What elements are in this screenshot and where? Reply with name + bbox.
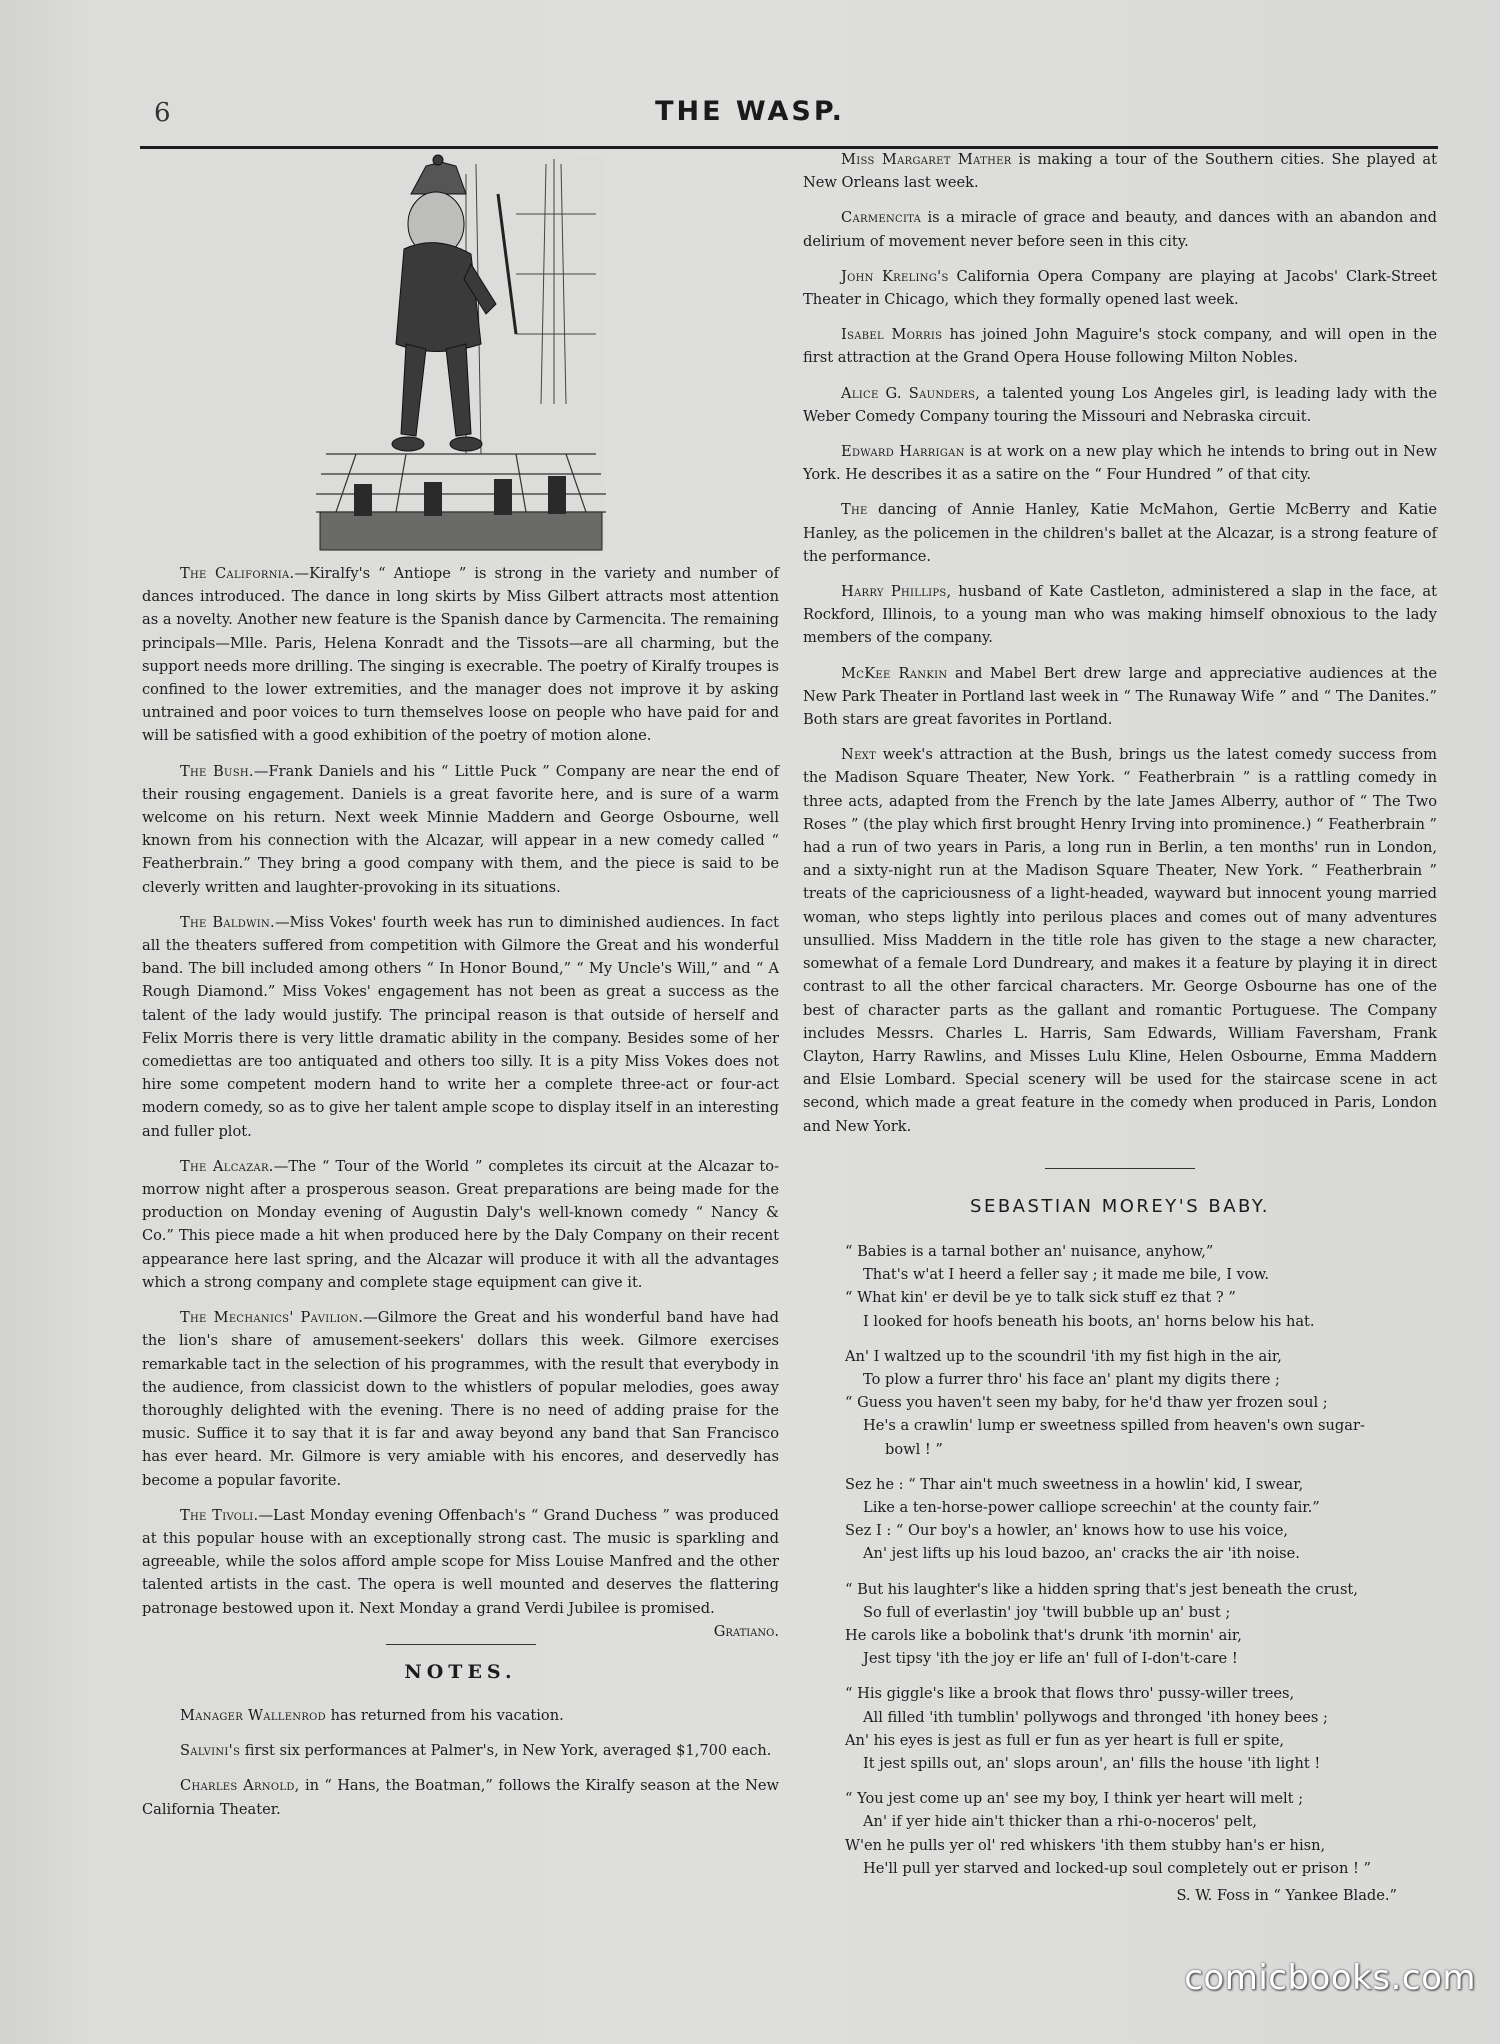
review-california: The California.—Kiralfy's “ Antiope ” is strong in the variety and number of dances introduced. The dance in long skirts by Miss Gilbert attracts most attention as a novelty. Another new feature is the Spanish dance by Carmencita. The remaining principals—Mlle. Paris, Helena Konradt and the Tissots—are all charming, but the support needs more drilling. The singing is execrable. The poetry of Kiralfy troupes is confined to the lower extremities, and the manager does not improve it by asking untrained and poor voices to turn themselves loose on people who have paid for and will be satisfied with a good exhibition of the poetry of motion alone.	[142, 565, 779, 745]
note-salvini: Salvini's first six performances at Palmer's, in New York, averaged $1,700 each.	[180, 1742, 772, 1760]
poem-line: “ But his laughter's like a hidden spring that's jest beneath the crust,	[845, 1580, 1358, 1598]
masthead-title: THE WASP.	[655, 96, 845, 127]
poem-line: “ Babies is a tarnal bother an' nuisance, anyhow,”	[845, 1242, 1214, 1260]
poem-line: Sez I : “ Our boy's a howler, an' knows how to use his voice,	[845, 1522, 1288, 1540]
note-saunders: Alice G. Saunders, a talented young Los Angeles girl, is leading lady with the Weber Comedy Company touring the Missouri and Nebraska circuit.	[803, 384, 1437, 425]
note-kreling: John Kreling's California Opera Company are playing at Jacobs' Clark-Street Theater in Chicago, which they formally opened last week.	[803, 267, 1437, 309]
poem-line: To plow a furrer thro' his face an' plant my digits there ;	[863, 1370, 1280, 1388]
left-column	[142, 148, 779, 1833]
poem-line: He'll pull yer starved and locked-up soul completely out er prison ! ”	[863, 1859, 1371, 1877]
poem-line: Like a ten-horse-power calliope screechin' at the county fair.”	[863, 1498, 1320, 1516]
note-phillips: Harry Phillips, husband of Kate Castleton, administered a slap in the face, at Rockford, Illinois, to a young man who was making himself obnoxious to the lady members of the company.	[803, 583, 1437, 647]
poem-line: All filled 'ith tumblin' pollywogs and thronged 'ith honey bees ;	[863, 1708, 1328, 1726]
king-caricature-engraving	[316, 154, 606, 554]
note-arnold: Charles Arnold, in “ Hans, the Boatman,” follows the Kiralfy season at the New California Theater.	[142, 1777, 779, 1818]
poem-line: He carols like a bobolink that's drunk 'ith mornin' air,	[845, 1626, 1242, 1644]
page-number: 6	[154, 98, 171, 128]
poem-line: W'en he pulls yer ol' red whiskers 'ith them stubby han's er hisn,	[845, 1836, 1326, 1854]
site-watermark: comicbooks.com	[1184, 1958, 1476, 1998]
poem-line: An' I waltzed up to the scoundril 'ith my fist high in the air,	[845, 1347, 1282, 1365]
poem-stanza	[845, 1240, 1437, 1333]
poem-line: So full of everlastin' joy 'twill bubble up an' bust ;	[863, 1603, 1231, 1621]
poem-line: Sez he : “ Thar ain't much sweetness in a howlin' kid, I swear,	[845, 1475, 1304, 1493]
poem-title: SEBASTIAN MOREY'S BABY.	[803, 1168, 1437, 1218]
poem-stanza	[845, 1473, 1437, 1566]
poem-line: He's a crawlin' lump er sweetness spilled from heaven's own sugar-	[863, 1417, 1365, 1435]
note-featherbrain: Next week's attraction at the Bush, brings us the latest comedy success from the Madison Square Theater, New York. “ Featherbrain ” is a rattling comedy in three acts, adapted from the French by the late James Alberry, author of “ The Two Roses ” (the play which first brought Henry Irving into prominence.) “ Featherbrain ” had a run of two years in Paris, a long run in Berlin, a ten months' run in London, and a sixty-night run at the Madison Square Theater, New York. “ Featherbrain ” treats of the capriciousness of a light-headed, wayward but innocent young married woman, who steps lightly into perilous places and comes out of many adventures unsullied. Miss Maddern in the title role has given to the stage a new character, somewhat of a female Lord Dundreary, and makes it a feature by playing it in direct contrast to all the other farcical characters. Mr. George Osbourne has one of the best of character parts as the gallant and romantic Portuguese. The Company includes Messrs. Charles L. Harris, Sam Edwards, William Faversham, Frank Clayton, Harry Rawlins, and Misses Lulu Kline, Helen Osbourne, Emma Maddern and Elsie Lombard. Special scenery will be used for the staircase scene in act second, which made a great feature in the comedy when produced in Paris, London and New York.	[803, 746, 1437, 1135]
review-baldwin: The Baldwin.—Miss Vokes' fourth week has run to diminished audiences. In fact all the theaters suffered from competition with Gilmore the Great and his wonderful band. The bill included among others “ In Honor Bound,” “ My Uncle's Will,” and “ A Rough Diamond.” Miss Vokes' engagement has not been as great a success as the talent of the lady would justify. The principal reason is that outside of herself and Felix Morris there is very little dramatic ability in the company. Besides some of her comediettas are too antiquated and others too silly. It is a pity Miss Vokes does not hire some competent modern hand to write her a complete three-act or four-act modern comedy, so as to give her talent ample scope to display itself in an interesting and fuller plot.	[142, 913, 780, 1140]
notes-heading: NOTES.	[142, 1644, 779, 1684]
poem-line: That's w'at I heerd a feller say ; it made me bile, I vow.	[863, 1266, 1270, 1284]
author-signature: Gratiano.	[713, 1622, 779, 1640]
note-mather: Miss Margaret Mather is making a tour of the Southern cities. She played at New Orleans last week.	[803, 151, 1437, 192]
poem-stanza	[845, 1345, 1437, 1461]
poem-line: It jest spills out, an' slops aroun', an' fills the house 'ith light !	[863, 1754, 1321, 1772]
poem-line: “ His giggle's like a brook that flows thro' pussy-willer trees,	[845, 1685, 1295, 1703]
poem-stanza	[845, 1578, 1437, 1671]
poem-line: “ Guess you haven't seen my baby, for he'd thaw yer frozen soul ;	[845, 1394, 1328, 1412]
poem-stanza	[845, 1787, 1437, 1880]
review-tivoli: The Tivoli.—Last Monday evening Offenbach's “ Grand Duchess ” was produced at this popular house with an exceptionally strong cast. The music is sparkling and agreeable, while the solos afford ample scope for Miss Louise Manfred and the other talented artists in the cast. The opera is well mounted and deserves the flattering patronage bestowed upon it. Next Monday a grand Verdi Jubilee is promised. Gratiano.	[142, 1504, 779, 1620]
review-bush: The Bush.—Frank Daniels and his “ Little Puck ” Company are near the end of their rousing engagement. Daniels is a great favorite here, and is sure of a warm welcome on his return. Next week Minnie Maddern and George Osbourne, well known from his connection with the Alcazar, will appear in a new comedy called “ Featherbrain.” They bring a good company with them, and the piece is said to be cleverly written and laughter-provoking in its situations.	[142, 762, 779, 896]
poem-credit: S. W. Foss in “ Yankee Blade.”	[1176, 1887, 1397, 1904]
note-wallenrod: Manager Wallenrod has returned from his vacation.	[180, 1706, 564, 1724]
poem-stanza	[845, 1682, 1437, 1775]
note-harrigan: Edward Harrigan is at work on a new play which he intends to bring out in New York. He describes it as a satire on the “ Four Hundred ” of that city.	[803, 443, 1437, 484]
poem-line: “ You jest come up an' see my boy, I think yer heart will melt ;	[845, 1790, 1304, 1808]
review-alcazar: The Alcazar.—The “ Tour of the World ” completes its circuit at the Alcazar to-morrow night after a prosperous season. Great preparations are being made for the production on Monday evening of Augustin Daly's well-known comedy “ Nancy & Co.” This piece made a hit when produced here by the Daly Company on their recent appearance here last spring, and the Alcazar will produce it with all the advantages which a strong company and complete stage equipment can give it.	[142, 1157, 780, 1291]
poem-line: Jest tipsy 'ith the joy er life an' full of I-don't-care !	[863, 1650, 1238, 1668]
right-column	[803, 148, 1437, 1907]
poem-line: An' if yer hide ain't thicker than a rhi-o-noceros' pelt,	[863, 1813, 1258, 1831]
poem-line: An' jest lifts up his loud bazoo, an' cracks the air 'ith noise.	[863, 1545, 1300, 1563]
note-morris: Isabel Morris has joined John Maguire's stock company, and will open in the first attraction at the Grand Opera House following Milton Nobles.	[803, 326, 1437, 367]
review-mechanics-pavilion: The Mechanics' Pavilion.—Gilmore the Great and his wonderful band have had the lion's share of amusement-seekers' dollars this week. Gilmore exercises remarkable tact in the selection of his programmes, with the result that everybody in the audience, from classicist down to the whistlers of popular melodies, goes away thoroughly delighted with the evening. There is no need of adding praise for the music. Suffice it to say that it is far and away beyond any band that San Francisco has ever heard. Mr. Gilmore is very amiable with his encores, and deservedly has become a popular favorite.	[142, 1309, 779, 1489]
note-dancing: The dancing of Annie Hanley, Katie McMahon, Gertie McBerry and Katie Hanley, as the policemen in the children's ballet at the Alcazar, is a strong feature of the performance.	[803, 501, 1437, 565]
poem-line: “ What kin' er devil be ye to talk sick stuff ez that ? ”	[845, 1289, 1236, 1307]
poem-line: bowl ! ”	[885, 1440, 943, 1458]
poem-line: An' his eyes is jest as full er fun as yer heart is full er spite,	[845, 1731, 1285, 1749]
poem-line: I looked for hoofs beneath his boots, an' horns below his hat.	[863, 1312, 1315, 1330]
note-carmencita: Carmencita is a miracle of grace and beauty, and dances with an abandon and delirium of movement never before seen in this city.	[803, 209, 1437, 250]
note-rankin: McKee Rankin and Mabel Bert drew large and appreciative audiences at the New Park Theater in Portland last week in “ The Runaway Wife ” and “ The Danites.” Both stars are great favorites in Portland.	[803, 664, 1437, 729]
